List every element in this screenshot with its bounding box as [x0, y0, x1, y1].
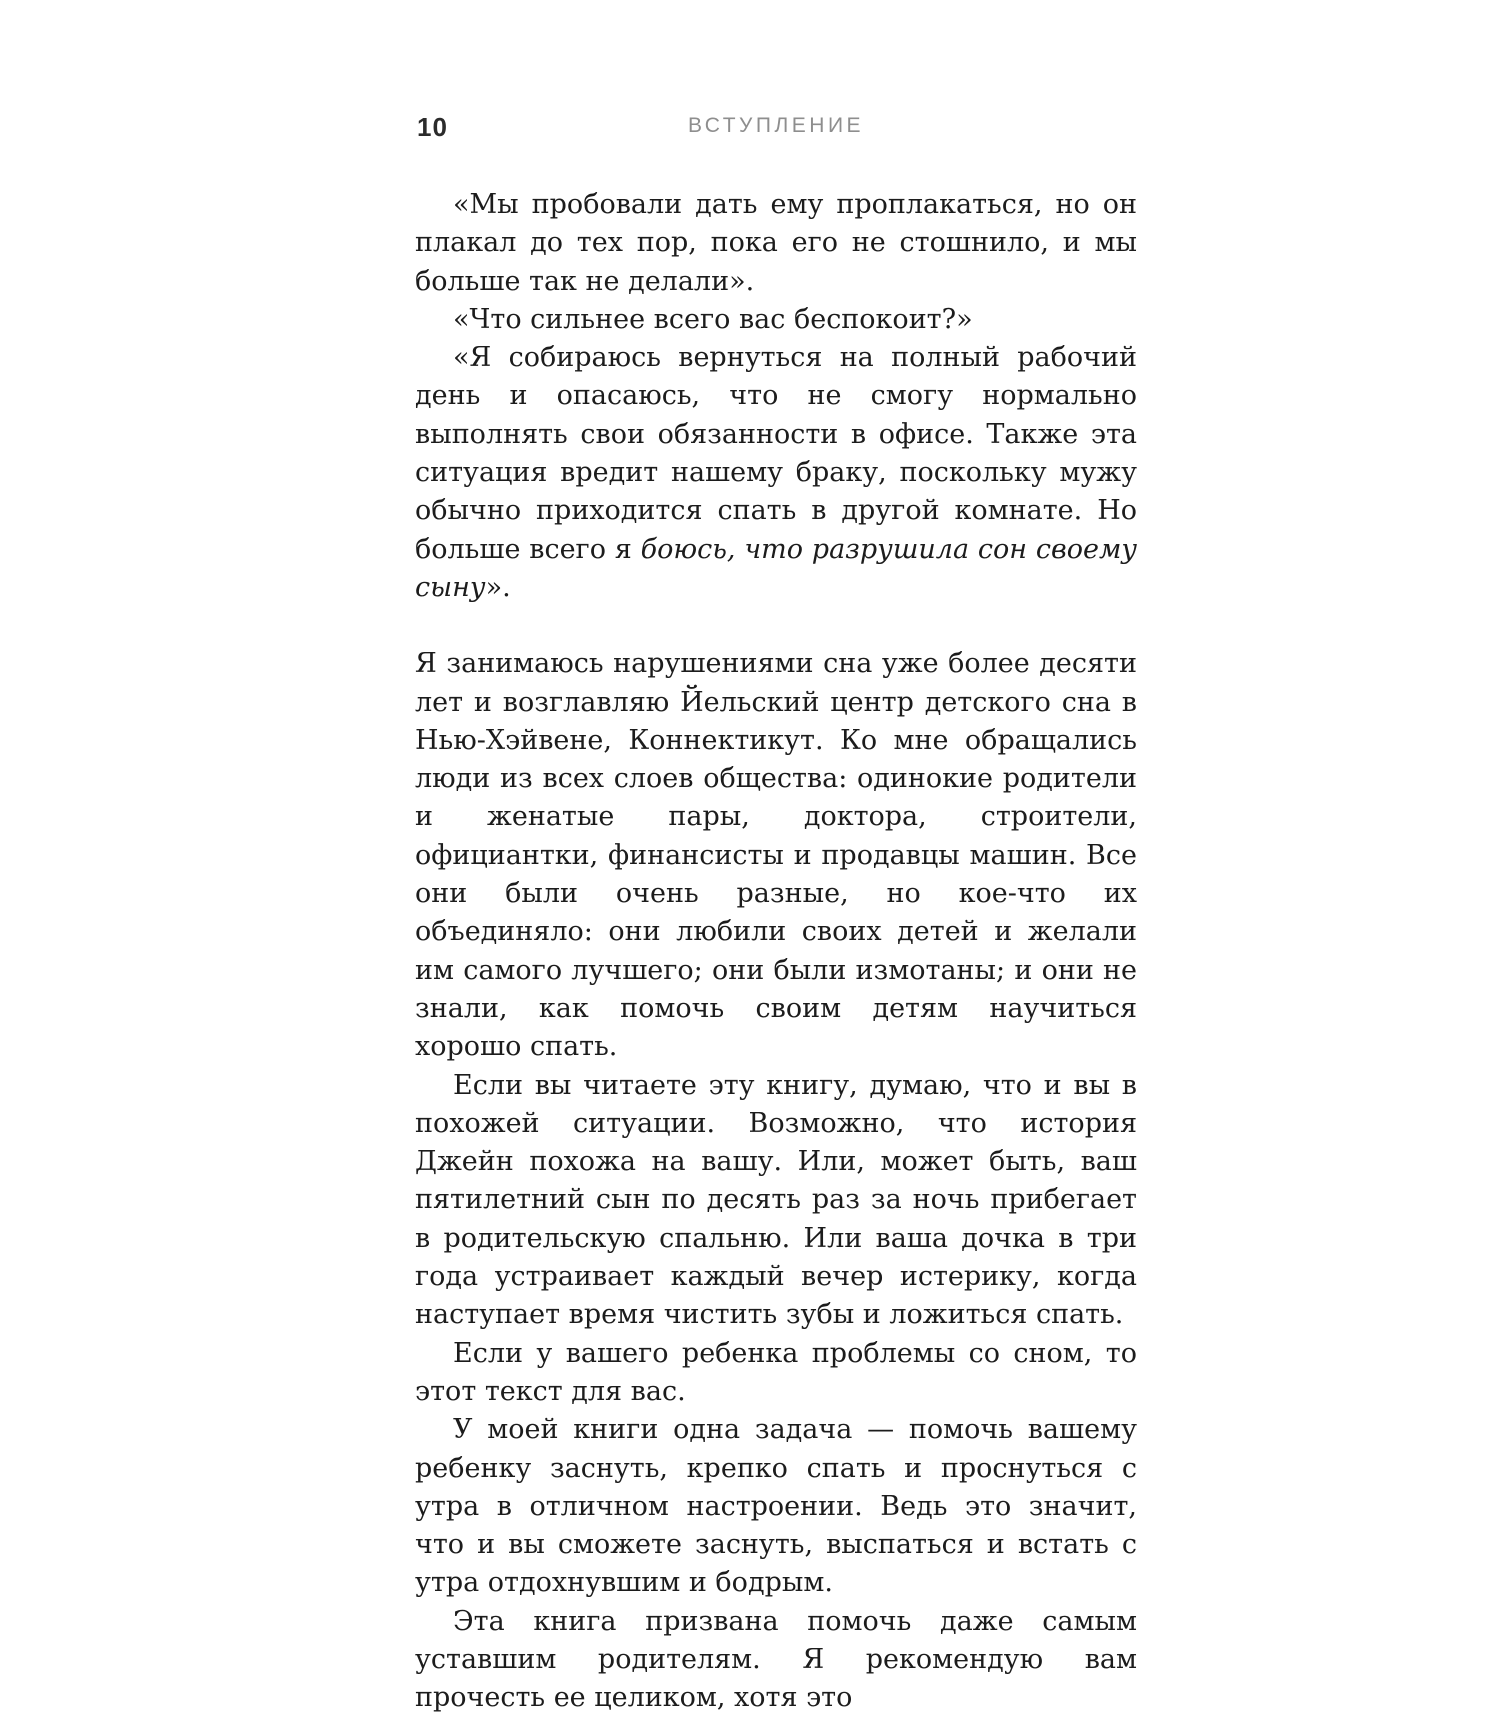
text-run: «Я собираюсь вернуться на полный рабочий день и опасаюсь, что не смогу нормально выполнять свои обязанности в офисе. Также эта ситуация вредит нашему браку, поскольку мужу обычно приходится спать в другой комнате. Но больше всего я	[415, 342, 1137, 565]
paragraph	[415, 301, 1137, 339]
body-text	[415, 186, 1137, 1718]
text-run: Если вы читаете эту книгу, думаю, что и вы в похожей ситуации. Возможно, что история Джейн похожа на вашу. Или, может быть, ваш пятилетний сын по десять раз за ночь прибегает в родительскую спальню. Или ваша дочка в три года устраивает каждый вечер истерику, когда наступает время чистить зубы и ложиться спать.	[415, 1069, 1137, 1331]
text-run: «Мы пробовали дать ему проплакаться, но он плакал до тех пор, пока его не стошнило, и мы больше так не делали».	[415, 189, 1137, 297]
text-run: У моей книги одна задача — помочь вашему ребенку заснуть, крепко спать и проснуться с утра в отличном настроении. Ведь это значит, что и вы сможете заснуть, выспаться и встать с утра отдохнувшим и бодрым.	[415, 1414, 1137, 1599]
paragraph	[415, 339, 1137, 607]
text-run: ».	[485, 571, 511, 603]
paragraph	[415, 1067, 1137, 1335]
paragraph	[415, 645, 1137, 1066]
text-run: Я занимаюсь нарушениями сна уже более десяти лет и возглавляю Йельский центр детского сна в Нью-Хэйвене, Коннектикут. Ко мне обращались люди из всех слоев общества: одинокие родители и женатые пары, доктора, строители, официантки, финансисты и продавцы машин. Все они были очень разные, но кое-что их объединяло: они любили своих детей и желали им самого лучшего; они были измотаны; и они не знали, как помочь своим детям научиться хорошо спать.	[415, 648, 1137, 1063]
paragraph	[415, 186, 1137, 301]
text-run: Эта книга призвана помочь даже самым уставшим родителям. Я рекомендую вам прочесть ее целиком, хотя это	[415, 1605, 1137, 1714]
running-head: ВСТУПЛЕНИЕ	[687, 114, 865, 137]
paragraph	[415, 1335, 1137, 1412]
running-header	[415, 112, 1137, 146]
text-run: Если у вашего ребенка проблемы со сном, то этот текст для вас.	[415, 1337, 1137, 1407]
page-number: 10	[417, 112, 448, 142]
paragraph	[415, 1603, 1137, 1718]
italic-text-run: боюсь, что разрушила сон своему сыну	[415, 533, 1137, 603]
text-run: «Что сильнее всего вас беспокоит?»	[453, 303, 973, 335]
paragraph	[415, 1411, 1137, 1602]
